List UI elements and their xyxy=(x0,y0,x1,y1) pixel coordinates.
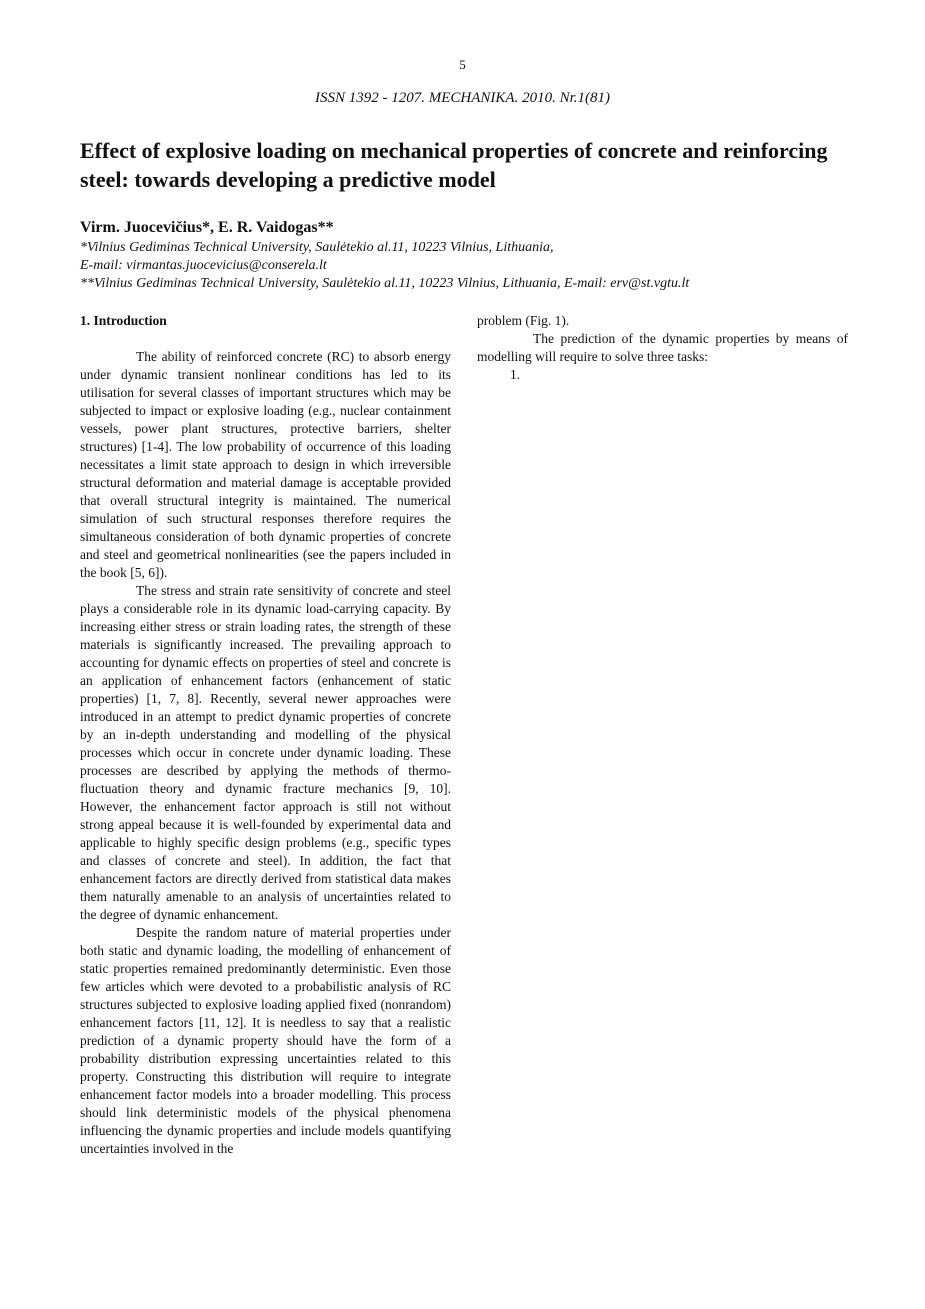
list-item: 1. xyxy=(510,367,521,382)
authors: Virm. Juocevičius*, E. R. Vaidogas** xyxy=(80,219,334,236)
paragraph-1: The ability of reinforced concrete (RC) to absorb energy under dynamic transient nonlinear conditions has led to its utilisation for several classes of important structures which may be subjected to impact or explosive loading (e.g., nuclear containment vessels, power plant structures, protective barriers, shelter structures) [1-4]. The low probability of occurrence of this loading necessitates a limit state approach to design in which irreversible structural deformation and material damage is acceptable provided that overall structural integrity is maintained. The numerical simulation of such structural responses therefore requires the simultaneous consideration of both dynamic properties of concrete and steel and geometrical nonlinearities (see the papers included in the book [5, 6]). xyxy=(80,349,451,580)
affiliation-second: **Vilnius Gediminas Technical University, Saulėtekio al.11, 10223 Vilnius, Lithuania, E-mail: erv@st.vgtu.lt xyxy=(80,276,690,291)
section-heading-introduction: 1. Introduction xyxy=(80,313,167,328)
paragraph-4: The prediction of the dynamic properties by means of modelling will require to solve three tasks: xyxy=(477,331,848,364)
right-column xyxy=(477,312,848,384)
page-number: 5 xyxy=(459,57,466,72)
paragraph-2: The stress and strain rate sensitivity of concrete and steel plays a considerable role in its dynamic load-carrying capacity. By increasing either stress or strain loading rates, the strength of these materials is significantly increased. The prevailing approach to accounting for dynamic effects on properties of steel and concrete is an application of enhancement factors (enhancement of static properties) [1, 7, 8]. Recently, several newer approaches were introduced in an attempt to predict dynamic properties of concrete by an in-depth understanding and modelling of the physical processes which occur in concrete under dynamic loading. These processes are described by applying the methods of thermo-fluctuation theory and dynamic fracture mechanics [9, 10]. However, the enhancement factor approach is still not without strong appeal because it is well-founded by experimental data and applicable to highly specific design problems (e.g., specific types and classes of concrete and steel). In addition, the fact that enhancement factors are directly derived from statistical data makes them naturally amenable to an analysis of uncertainties related to the degree of dynamic enhancement. xyxy=(80,583,451,922)
affiliation-first: *Vilnius Gediminas Technical University, Saulėtekio al.11, 10223 Vilnius, Lithuania, xyxy=(80,240,554,255)
paragraph-continuation: problem (Fig. 1). xyxy=(477,313,570,328)
left-column xyxy=(80,312,451,1158)
affiliation-first-email: E-mail: virmantas.juocevicius@conserela.lt xyxy=(80,258,327,273)
paper-title: Effect of explosive loading on mechanical properties of concrete and reinforcing steel: towards developing a predictive model xyxy=(80,138,828,192)
journal-header: ISSN 1392 - 1207. MECHANIKA. 2010. Nr.1(81) xyxy=(315,90,610,106)
paragraph-3: Despite the random nature of material properties under both static and dynamic loading, the modelling of enhancement of static properties remained predominantly deterministic. Even those few articles which were devoted to a probabilistic analysis of RC structures subjected to explosive loading applied fixed (nonrandom) enhancement factors [11, 12]. It is needless to say that a realistic prediction of a dynamic property should have the form of a probability distribution expressing uncertainties related to this property. Constructing this distribution will require to integrate enhancement factor models into a broader modelling. This process should link deterministic models of the physical phenomena influencing the dynamic properties and include models quantifying uncertainties involved in the xyxy=(80,925,451,1156)
